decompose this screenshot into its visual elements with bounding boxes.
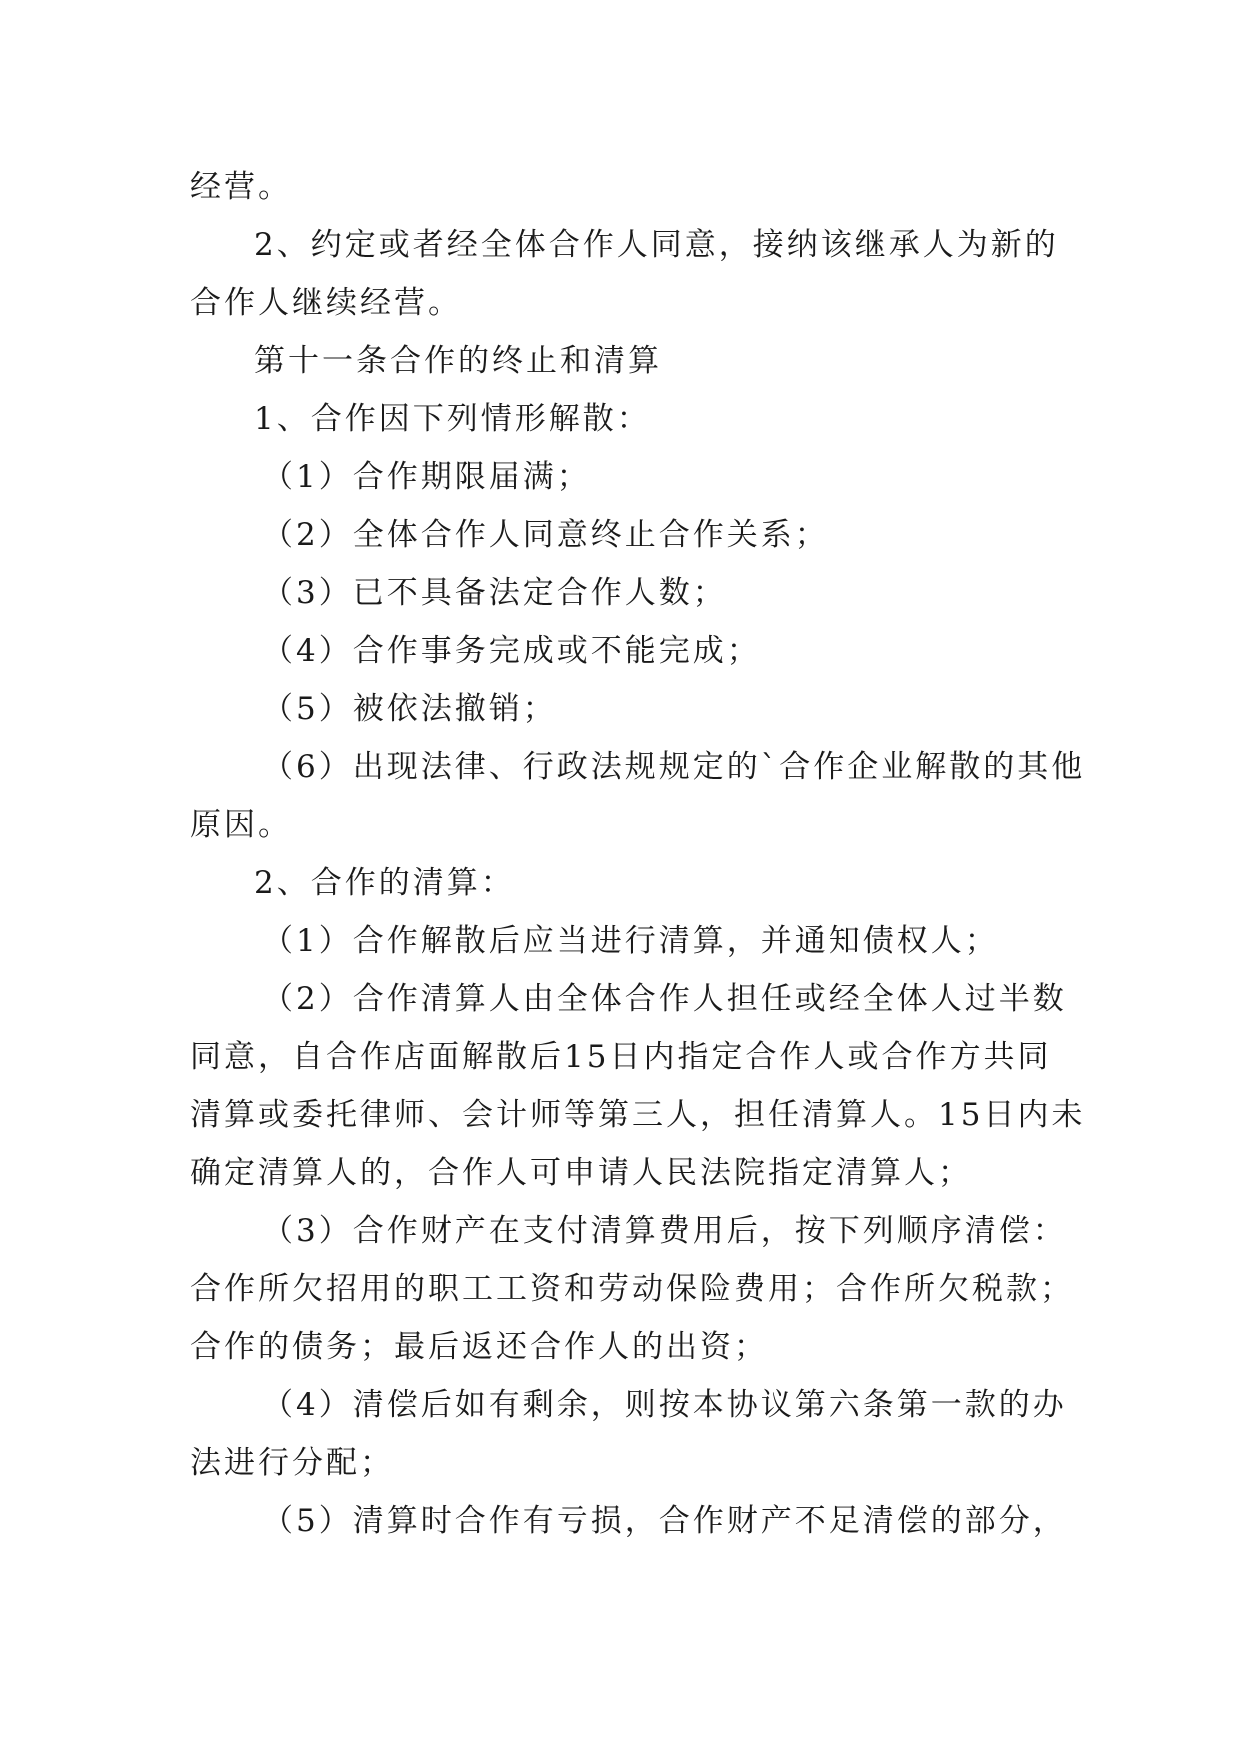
text-line: 同意，自合作店面解散后15日内指定合作人或合作方共同 [190,1039,1052,1075]
text-line: 2、约定或者经全体合作人同意，接纳该继承人为新的 [254,227,1059,263]
text-line: 清算或委托律师、会计师等第三人，担任清算人。15日内未 [190,1097,1086,1133]
list-item: （1）合作解散后应当进行清算，并通知债权人； [262,923,999,959]
text-line: 确定清算人的，合作人可申请人民法院指定清算人； [190,1155,972,1191]
text-line: 合作人继续经营。 [190,285,462,321]
list-item: （3）合作财产在支付清算费用后，按下列顺序清偿： [262,1213,1067,1249]
list-item: （5）被依法撤销； [262,691,557,727]
list-item: （6）出现法律、行政法规规定的`合作企业解散的其他 [262,749,1086,785]
list-item: （2）合作清算人由全体合作人担任或经全体人过半数 [262,981,1067,1017]
list-item: （4）清偿后如有剩余，则按本协议第六条第一款的办 [262,1387,1067,1423]
list-item: （2）全体合作人同意终止合作关系； [262,517,829,553]
list-item: （4）合作事务完成或不能完成； [262,633,761,669]
text-line: 合作的债务；最后返还合作人的出资； [190,1329,768,1365]
list-item: （3）已不具备法定合作人数； [262,575,727,611]
list-item: （1）合作期限届满； [262,459,591,495]
list-item: （5）清算时合作有亏损，合作财产不足清偿的部分， [262,1503,1067,1539]
section-heading: 第十一条合作的终止和清算 [254,343,662,379]
text-line: 2、合作的清算： [254,865,515,901]
text-line: 法进行分配； [190,1445,394,1481]
text-line: 合作所欠招用的职工工资和劳动保险费用；合作所欠税款； [190,1271,1074,1307]
text-line: 原因。 [190,807,292,843]
document-body [190,158,1086,1550]
text-line: 经营。 [190,169,292,205]
text-line: 1、合作因下列情形解散： [254,401,651,437]
